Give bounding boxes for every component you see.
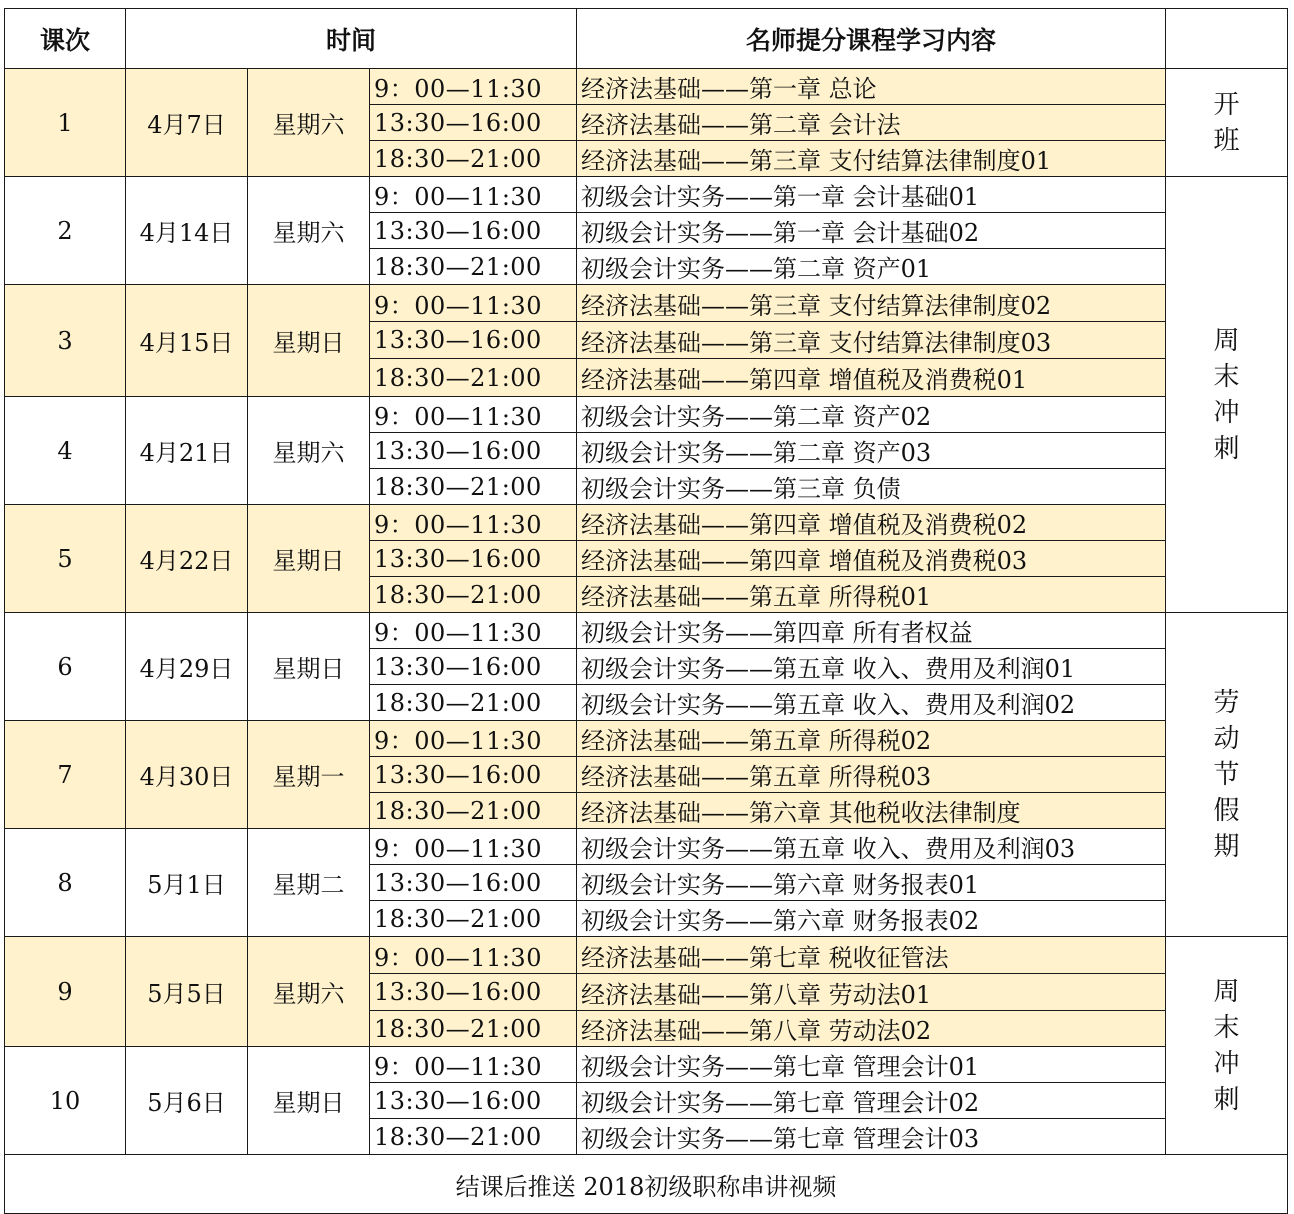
slot-content: 经济法基础——第八章 劳动法01 [577, 974, 1166, 1011]
slot-time: 18:30—21:00 [370, 469, 577, 505]
slot-content: 经济法基础——第三章 支付结算法律制度02 [577, 285, 1166, 322]
note-char: 劳 [1213, 687, 1240, 718]
slot-time: 13:30—16:00 [370, 865, 577, 901]
note-char: 周 [1213, 976, 1240, 1007]
lesson-date: 4月15日 [126, 285, 248, 397]
header-row [5, 9, 1288, 69]
slot-content: 初级会计实务——第六章 财务报表02 [577, 901, 1166, 937]
header-note [1166, 9, 1288, 69]
lesson-weekday: 星期日 [248, 1047, 370, 1155]
lesson-date: 4月30日 [126, 721, 248, 829]
slot-time: 9：00—11:30 [370, 505, 577, 541]
lesson-date: 5月1日 [126, 829, 248, 937]
lesson-number: 5 [5, 505, 126, 613]
table-row [5, 505, 1288, 541]
slot-time: 9：00—11:30 [370, 177, 577, 213]
slot-time: 9：00—11:30 [370, 613, 577, 649]
table-row [5, 937, 1288, 974]
note-char: 周 [1213, 325, 1240, 356]
slot-time: 9：00—11:30 [370, 937, 577, 974]
slot-content: 初级会计实务——第三章 负债 [577, 469, 1166, 505]
slot-time: 13:30—16:00 [370, 649, 577, 685]
slot-time: 9：00—11:30 [370, 1047, 577, 1083]
table-row [5, 397, 1288, 433]
slot-content: 经济法基础——第五章 所得税02 [577, 721, 1166, 757]
table-row [5, 1047, 1288, 1083]
slot-time: 18:30—21:00 [370, 1011, 577, 1047]
lesson-date: 4月29日 [126, 613, 248, 721]
lesson-number: 2 [5, 177, 126, 285]
table-row [5, 613, 1288, 649]
note-char: 冲 [1213, 397, 1240, 428]
note-char: 冲 [1213, 1048, 1240, 1079]
note-char: 动 [1213, 723, 1240, 754]
slot-content: 初级会计实务——第七章 管理会计03 [577, 1119, 1166, 1155]
footer-note: 结课后推送 2018初级职称串讲视频 [5, 1155, 1288, 1214]
slot-time: 18:30—21:00 [370, 685, 577, 721]
slot-time: 9：00—11:30 [370, 285, 577, 322]
slot-time: 13:30—16:00 [370, 213, 577, 249]
slot-time: 13:30—16:00 [370, 757, 577, 793]
note-char: 刺 [1213, 1084, 1240, 1115]
slot-time: 9：00—11:30 [370, 829, 577, 865]
slot-content: 经济法基础——第一章 总论 [577, 69, 1166, 105]
note-char: 末 [1213, 361, 1240, 392]
lesson-number: 7 [5, 721, 126, 829]
lesson-number: 4 [5, 397, 126, 505]
slot-content: 经济法基础——第五章 所得税03 [577, 757, 1166, 793]
schedule-note [1166, 937, 1288, 1155]
lesson-number: 6 [5, 613, 126, 721]
slot-content: 经济法基础——第四章 增值税及消费税02 [577, 505, 1166, 541]
slot-content: 初级会计实务——第五章 收入、费用及利润01 [577, 649, 1166, 685]
lesson-weekday: 星期日 [248, 285, 370, 397]
lesson-date: 5月6日 [126, 1047, 248, 1155]
slot-time: 18:30—21:00 [370, 141, 577, 177]
table-row [5, 285, 1288, 322]
slot-time: 13:30—16:00 [370, 322, 577, 359]
slot-content: 初级会计实务——第二章 资产01 [577, 249, 1166, 285]
lesson-weekday: 星期六 [248, 397, 370, 505]
lesson-date: 4月22日 [126, 505, 248, 613]
lesson-date: 4月7日 [126, 69, 248, 177]
note-char: 节 [1213, 759, 1240, 790]
header-time: 时间 [126, 9, 577, 69]
slot-time: 9：00—11:30 [370, 397, 577, 433]
slot-time: 13:30—16:00 [370, 541, 577, 577]
table-row [5, 829, 1288, 865]
footer-row [5, 1155, 1288, 1214]
slot-time: 18:30—21:00 [370, 249, 577, 285]
table-row [5, 177, 1288, 213]
slot-content: 经济法基础——第四章 增值税及消费税03 [577, 541, 1166, 577]
lesson-weekday: 星期一 [248, 721, 370, 829]
table-row [5, 69, 1288, 105]
slot-content: 经济法基础——第四章 增值税及消费税01 [577, 359, 1166, 397]
lesson-weekday: 星期日 [248, 505, 370, 613]
lesson-date: 4月21日 [126, 397, 248, 505]
slot-content: 经济法基础——第六章 其他税收法律制度 [577, 793, 1166, 829]
lesson-date: 4月14日 [126, 177, 248, 285]
lesson-number: 10 [5, 1047, 126, 1155]
slot-content: 经济法基础——第五章 所得税01 [577, 577, 1166, 613]
slot-content: 经济法基础——第七章 税收征管法 [577, 937, 1166, 974]
slot-content: 初级会计实务——第一章 会计基础02 [577, 213, 1166, 249]
slot-content: 初级会计实务——第四章 所有者权益 [577, 613, 1166, 649]
lesson-weekday: 星期六 [248, 177, 370, 285]
slot-time: 9：00—11:30 [370, 721, 577, 757]
note-char: 末 [1213, 1012, 1240, 1043]
lesson-number: 1 [5, 69, 126, 177]
header-lesson: 课次 [5, 9, 126, 69]
slot-content: 经济法基础——第八章 劳动法02 [577, 1011, 1166, 1047]
lesson-date: 5月5日 [126, 937, 248, 1047]
lesson-number: 9 [5, 937, 126, 1047]
header-content: 名师提分课程学习内容 [577, 9, 1166, 69]
note-char: 开 [1213, 89, 1240, 120]
lesson-number: 8 [5, 829, 126, 937]
slot-content: 初级会计实务——第二章 资产03 [577, 433, 1166, 469]
slot-time: 18:30—21:00 [370, 901, 577, 937]
slot-time: 18:30—21:00 [370, 793, 577, 829]
slot-content: 初级会计实务——第六章 财务报表01 [577, 865, 1166, 901]
slot-content: 初级会计实务——第五章 收入、费用及利润03 [577, 829, 1166, 865]
slot-content: 初级会计实务——第七章 管理会计02 [577, 1083, 1166, 1119]
note-char: 班 [1213, 125, 1240, 156]
slot-content: 初级会计实务——第七章 管理会计01 [577, 1047, 1166, 1083]
slot-content: 初级会计实务——第二章 资产02 [577, 397, 1166, 433]
lesson-number: 3 [5, 285, 126, 397]
note-char: 刺 [1213, 433, 1240, 464]
slot-time: 18:30—21:00 [370, 577, 577, 613]
slot-time: 13:30—16:00 [370, 105, 577, 141]
lesson-weekday: 星期六 [248, 937, 370, 1047]
slot-time: 13:30—16:00 [370, 1083, 577, 1119]
slot-content: 初级会计实务——第五章 收入、费用及利润02 [577, 685, 1166, 721]
slot-time: 9：00—11:30 [370, 69, 577, 105]
lesson-weekday: 星期六 [248, 69, 370, 177]
slot-content: 经济法基础——第三章 支付结算法律制度03 [577, 322, 1166, 359]
lesson-weekday: 星期日 [248, 613, 370, 721]
table-row [5, 721, 1288, 757]
note-char: 期 [1213, 831, 1240, 862]
schedule-table [4, 8, 1288, 1214]
note-char: 假 [1213, 795, 1240, 826]
schedule-note [1166, 613, 1288, 937]
schedule-note [1166, 177, 1288, 613]
slot-time: 13:30—16:00 [370, 433, 577, 469]
slot-content: 初级会计实务——第一章 会计基础01 [577, 177, 1166, 213]
schedule-note [1166, 69, 1288, 177]
slot-content: 经济法基础——第二章 会计法 [577, 105, 1166, 141]
slot-time: 18:30—21:00 [370, 359, 577, 397]
slot-time: 13:30—16:00 [370, 974, 577, 1011]
slot-time: 18:30—21:00 [370, 1119, 577, 1155]
lesson-weekday: 星期二 [248, 829, 370, 937]
slot-content: 经济法基础——第三章 支付结算法律制度01 [577, 141, 1166, 177]
